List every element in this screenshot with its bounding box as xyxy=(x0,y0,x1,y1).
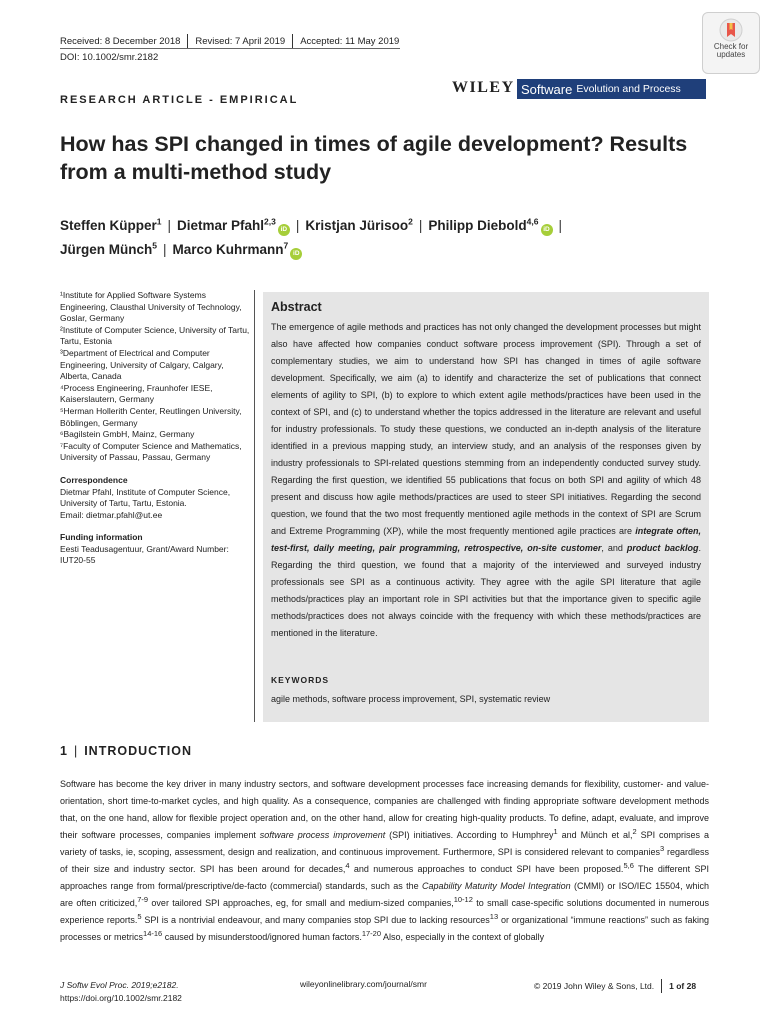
citation-ref[interactable]: 3 xyxy=(659,844,665,853)
publisher-logo: WILEY xyxy=(452,79,515,96)
page-number: 1 of 28 xyxy=(669,981,697,991)
doi: DOI: 10.1002/smr.2182 xyxy=(60,52,159,63)
abstract-emphasis: product backlog xyxy=(626,543,699,553)
affiliation: ³Department of Electrical and Computer Engineering, University of Calgary, Calgary, Alberta, Canada xyxy=(60,347,224,382)
affiliation: ¹Institute for Applied Software Systems Engineering, Clausthal University of Technology, Goslar, Germany xyxy=(60,290,242,324)
citation-ref[interactable]: 14-16 xyxy=(143,929,163,938)
citation-ref[interactable]: 7-9 xyxy=(137,895,149,904)
orcid-icon[interactable]: iD xyxy=(290,248,302,260)
check-for-updates-label: Check for xyxy=(713,42,749,51)
author-separator: | xyxy=(163,242,167,257)
author-affiliation-ref: 2 xyxy=(408,216,413,227)
revised-date: Revised: 7 April 2019 xyxy=(195,35,286,47)
author-separator: | xyxy=(167,218,172,233)
accepted-date: Accepted: 11 May 2019 xyxy=(300,35,400,47)
journal-banner xyxy=(517,79,706,99)
author-affiliation-ref: 4,6 xyxy=(526,216,539,227)
author-affiliation-ref: 1 xyxy=(156,216,162,227)
check-for-updates-badge[interactable] xyxy=(702,12,760,74)
affiliation: ⁷Faculty of Computer Science and Mathematics, University of Passau, Passau, Germany xyxy=(60,440,242,463)
affiliation: ⁴Process Engineering, Fraunhofer IESE, Kaiserslautern, Germany xyxy=(60,382,213,405)
citation-ref[interactable]: 17-20 xyxy=(361,929,382,938)
keywords-heading: KEYWORDS xyxy=(271,675,330,685)
header-rule xyxy=(60,48,400,49)
article-type: RESEARCH ARTICLE - EMPIRICAL xyxy=(60,94,299,106)
orcid-icon[interactable]: iD xyxy=(541,224,553,236)
affiliations-column xyxy=(60,290,250,567)
correspondence-text: Dietmar Pfahl, Institute of Computer Science, University of Tartu, Tartu, Estonia. xyxy=(60,486,231,509)
footer-citation xyxy=(60,979,182,1005)
article-title: How has SPI changed in times of agile development? Results from a multi-method study xyxy=(60,132,688,184)
section-number: 1 xyxy=(60,744,68,758)
abstract-body: , and xyxy=(601,543,627,553)
citation-ref[interactable]: 5,6 xyxy=(623,861,634,870)
citation-ref[interactable]: 5 xyxy=(137,912,142,921)
date-divider xyxy=(292,34,293,48)
affiliation: ²Institute of Computer Science, University of Tartu, Tartu, Estonia xyxy=(60,324,250,347)
author-list xyxy=(60,214,720,262)
author-separator: | xyxy=(558,218,563,233)
funding-heading: Funding information xyxy=(60,532,143,543)
bookmark-icon xyxy=(719,18,743,42)
citation-ref[interactable]: 4 xyxy=(345,861,350,870)
section-title: INTRODUCTION xyxy=(84,744,193,758)
author-name[interactable]: Steffen Küpper$^1$ xyxy=(60,216,162,233)
funding-text: Eesti Teadusagentuur, Grant/Award Number: IUT20-55 xyxy=(60,543,229,566)
affiliation: ⁵Herman Hollerith Center, Reutlingen University, Böblingen, Germany xyxy=(60,405,242,428)
check-for-updates-label: updates xyxy=(716,50,746,59)
author-separator: | xyxy=(418,218,423,233)
correspondence-heading: Correspondence xyxy=(60,474,128,485)
journal-name: Software xyxy=(521,81,573,97)
orcid-icon[interactable]: iD xyxy=(278,224,290,236)
citation-ref[interactable]: 1 xyxy=(553,827,558,836)
correspondence-email[interactable]: Email: dietmar.pfahl@ut.ee xyxy=(60,509,163,520)
journal-subtitle: Evolution and Process xyxy=(576,83,681,95)
abstract-heading: Abstract xyxy=(271,300,322,314)
author-affiliation-ref: 5 xyxy=(152,240,157,251)
article-dates xyxy=(60,34,399,48)
affiliation-list xyxy=(60,290,250,464)
keywords-text: agile methods, software process improvement, SPI, systematic review xyxy=(271,694,551,704)
citation-ref[interactable]: 10-12 xyxy=(453,895,473,904)
journal-site-link[interactable]: wileyonlinelibrary.com/journal/smr xyxy=(300,979,427,989)
author-name[interactable]: Kristjan Jürisoo$^2$ xyxy=(305,216,413,233)
citation-ref[interactable]: 2 xyxy=(632,827,637,836)
footer-right xyxy=(534,979,696,993)
introduction-text: Software has become the key driver in many industry sectors, and software development processes face increasing demands for flexibility, customer- and value-orientation, short time-to-market cycles, and high quality. As a consequence, companies are challenged with finding appropriate software development methods that, on the one hand, allow for flexible project operation and, on the other hand, allow for creating high-quality products. To define, adapt, evaluate, and improve their software processes, companies implement software process improvement (SPI) initiatives. According to Humphrey$^1$ and Münch et al,$^2$ SPI comprises a variety of tasks, ie, scoping, assessment, design and realization, and continuous improvement. Furthermore, SPI is considered relevant to companies$^3$ regardless of their size and industry sector. SPI has been around for decades,$^4$ and numerous approaches to conduct SPI have been proposed.$^{5,6}$ The different SPI approaches range from formal/prescriptive/de-facto (commercial) standards, such as the Capability Maturity Model Integration (CMMI) or ISO/IEC 15504, which are often criticized,$^{7-9}$ over tailored SPI approaches, eg, for small and medium-sized companies,$^{10-12}$ to small case-specific solutions documented in numerous experience reports.$^5$ SPI is a nontrivial endeavour, and many companies stop SPI due to lacking resources$^{13}$ or organizational “immune reactions” such as faking processes or metrics$^{14-16}$ caused by misunderstood/ignored human factors.$^{17-20}$ Also, especially in the context of globally xyxy=(60,779,709,942)
author-name[interactable]: Jürgen Münch$^5$ xyxy=(60,240,157,257)
journal-citation: J Softw Evol Proc. 2019;e2182. xyxy=(60,980,179,990)
affiliation: ⁶Bagilstein GmbH, Mainz, Germany xyxy=(60,429,195,440)
author-affiliation-ref: 7 xyxy=(283,240,289,251)
article-url[interactable]: https://doi.org/10.1002/smr.2182 xyxy=(60,993,182,1003)
author-name[interactable]: Marco Kuhrmann$^7$iD xyxy=(173,242,303,257)
abstract-text xyxy=(271,319,701,642)
author-separator: | xyxy=(295,218,300,233)
citation-ref[interactable]: 13 xyxy=(489,912,499,921)
heading-divider: | xyxy=(73,744,79,758)
copyright: © 2019 John Wiley & Sons, Ltd. xyxy=(534,981,655,991)
author-affiliation-ref: 2,3 xyxy=(264,216,276,227)
column-divider xyxy=(254,290,255,722)
abstract-body: The emergence of agile methods and practices has not only changed the development processes but might also have affected how companies conduct software process improvement (SPI). Through a set of complementary studies, we aim to understand how SPI has changed in times of agile software development. Specifically, we aim (a) to identify and characterize the set of publications that connect elements of agility to SPI, (b) to explore to which extent agile methods/practices have been used in the context of SPI, and (c) to understand whether the topics addressed in the literature are relevant and useful for industry professionals. To study these questions, we conducted an in-depth analysis of the literature identified in a previous mapping study, an interview study, and an analysis of the responses given by industry professionals to SPI-related questions stemming from an independently conducted survey study. Regarding the first question, we identified 55 publications that focus on both SPI and agility of which 48 present and discuss how agile methods/practices are used to steer SPI initiatives. Regarding the second question, we found that the two most frequently mentioned agile methods in the context of SPI are Scrum and Extreme Programming (XP), while the most frequently mentioned agile practices are xyxy=(271,322,701,536)
section-heading xyxy=(60,744,192,758)
author-name[interactable]: Philipp Diebold$^{4,6}$iD xyxy=(428,218,552,233)
footer-divider xyxy=(661,979,662,993)
received-date: Received: 8 December 2018 xyxy=(60,35,181,47)
author-name[interactable]: Dietmar Pfahl$^{2,3}$iD xyxy=(177,218,290,233)
date-divider xyxy=(187,34,188,48)
abstract-emphasis: integrate often, test-first, daily meeting, pair programming, retrospective, on-site customer xyxy=(271,526,701,553)
abstract-body: . Regarding the third question, we found that a majority of the interviewed and surveyed industry professionals see SPI as a continuous activity. They agree with the agile SPI literature that agile methods/practices play an important role in SPI activities but that the importance given to specific agile methods/practices does not always coincide with the frequency with which these methods/practices are mentioned in the literature. xyxy=(271,543,701,638)
